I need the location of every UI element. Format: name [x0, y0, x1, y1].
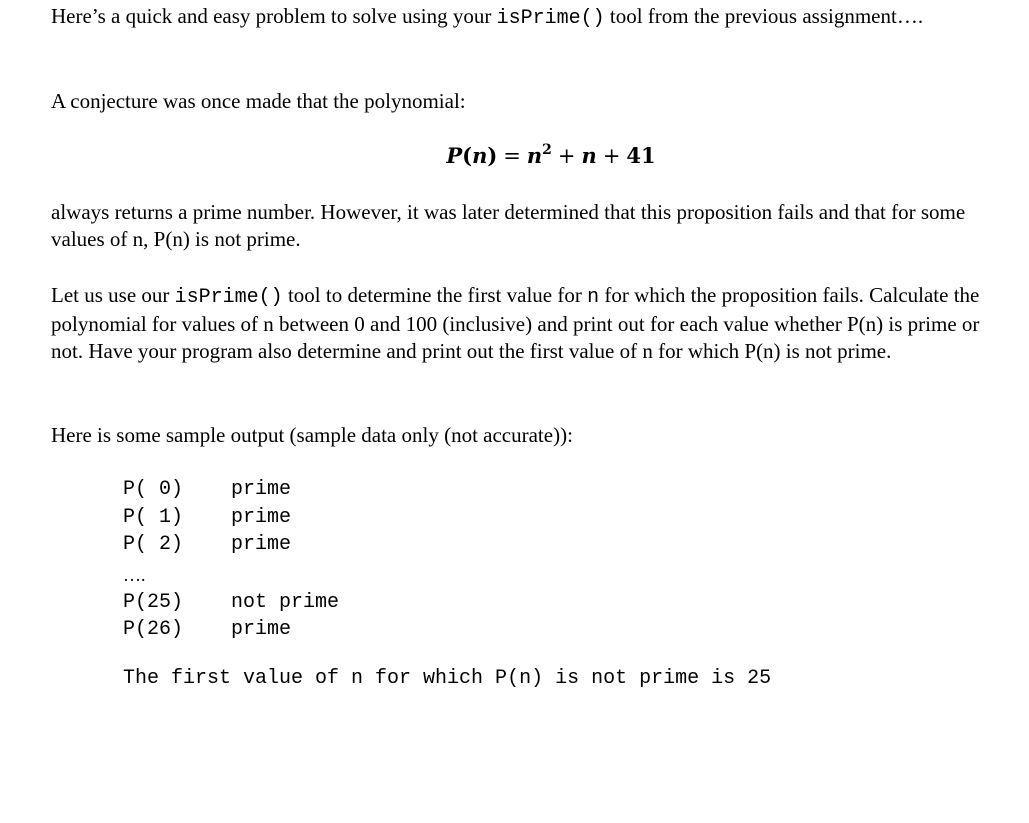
intro-text-start: Here’s a quick and easy problem to solve using your — [51, 4, 497, 28]
sample-row-label: P( 1) — [123, 505, 184, 529]
intro-text-end: tool from the previous assignment…. — [604, 4, 924, 28]
sample-summary-line: The first value of n for which P(n) is not prime is 25 — [123, 667, 772, 690]
intro-paragraph — [51, 3, 981, 32]
task-paragraph — [51, 282, 996, 365]
sample-ellipsis: …. — [123, 564, 146, 585]
conjecture-followup: always returns a prime number. However, it was later determined that this proposition fails and that for some values of n, P(n) is not prime. — [51, 200, 966, 251]
polynomial-formula: $P(n) = n^2 + n + 41$ — [446, 142, 656, 168]
formula-equals: = — [503, 144, 521, 168]
task-text-2: tool to determine the first value for — [282, 283, 588, 307]
sample-row-status: prime — [231, 533, 292, 556]
sample-row — [123, 476, 339, 504]
conjecture-lead: A conjecture was once made that the polynomial: — [51, 89, 466, 113]
sample-output-block — [123, 476, 339, 644]
sample-row-label: P(25) — [123, 590, 184, 614]
task-code-n: n — [587, 286, 600, 309]
formula-plus-2: + — [602, 144, 621, 168]
sample-row — [123, 504, 339, 532]
task-text-3: for which the proposition fails. Calculate the polynomial for values of n between 0 and 100 (inclusive) and print out for each value whether P(n) is prime or not. Have your program also determine and print out the first value of n for which P(n) is not prime. — [51, 283, 980, 363]
formula-base: n — [526, 143, 543, 168]
task-text-1: Let us use our — [51, 283, 175, 307]
sample-row-label: P(26) — [123, 618, 184, 641]
sample-row-status: prime — [231, 478, 292, 501]
formula-exponent: 2 — [542, 142, 552, 158]
task-code-isprime: isPrime() — [174, 286, 283, 309]
sample-intro: Here is some sample output (sample data only (not accurate)): — [51, 423, 573, 447]
formula-function-var: n — [472, 143, 488, 168]
sample-row — [123, 531, 339, 559]
formula-term: n — [581, 143, 597, 168]
formula-plus-1: + — [557, 144, 576, 168]
sample-row — [123, 616, 339, 644]
sample-row-status: prime — [231, 618, 292, 641]
sample-row-status: not prime — [231, 590, 340, 614]
formula-constant: 41 — [626, 143, 656, 168]
sample-row-status: prime — [231, 505, 292, 529]
sample-row-label: P( 2) — [123, 533, 184, 556]
sample-row-label: P( 0) — [123, 478, 184, 501]
sample-row — [123, 589, 339, 617]
formula-function-name: P — [446, 143, 463, 168]
isprime-code-inline: isPrime() — [496, 7, 605, 30]
